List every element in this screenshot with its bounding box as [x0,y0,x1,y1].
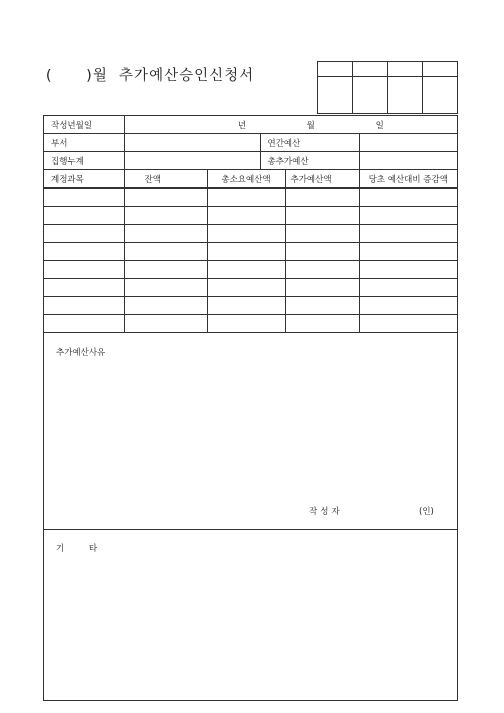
table-cell[interactable] [44,297,124,315]
table-row [44,189,457,207]
table-row [44,225,457,243]
total-add-budget-field[interactable] [359,152,457,170]
approval-header-cell [318,62,353,77]
table-cell[interactable] [285,315,359,333]
col-balance: 잔액 [124,170,207,188]
table-cell[interactable] [207,261,285,279]
etc-section[interactable] [44,529,457,701]
table-cell[interactable] [207,279,285,297]
col-account: 계정과목 [44,170,124,188]
table-cell[interactable] [285,297,359,315]
exec-total-field[interactable] [124,152,260,170]
table-cell[interactable] [285,225,359,243]
author-label: 작성자 [309,507,343,517]
table-cell[interactable] [124,279,207,297]
col-add-budget: 추가예산액 [285,170,359,188]
col-total-required: 총소요예산액 [207,170,285,188]
table-cell[interactable] [44,225,124,243]
table-cell[interactable] [44,315,124,333]
table-cell[interactable] [44,279,124,297]
table-cell[interactable] [124,189,207,207]
date-field[interactable]: 년 월 일 [124,116,457,134]
table-cell[interactable] [124,297,207,315]
table-cell[interactable] [207,315,285,333]
table-cell[interactable] [124,225,207,243]
table-cell[interactable] [207,225,285,243]
date-label: 작성년월일 [44,116,124,134]
exec-total-label: 집행누계 [44,152,124,170]
table-cell[interactable] [207,243,285,261]
table-cell[interactable] [124,315,207,333]
table-row [44,207,457,225]
table-cell[interactable] [207,189,285,207]
table-cell[interactable] [359,315,457,333]
table-cell[interactable] [44,261,124,279]
annual-budget-label: 연간예산 [260,134,359,152]
table-cell[interactable] [359,297,457,315]
table-cell[interactable] [207,297,285,315]
table-cell[interactable] [207,207,285,225]
table-cell[interactable] [285,243,359,261]
table-cell[interactable] [44,243,124,261]
col-variance: 당초 예산대비 증감액 [359,170,457,188]
budget-table [44,116,457,188]
table-cell[interactable] [44,189,124,207]
table-cell[interactable] [124,243,207,261]
table-cell[interactable] [124,207,207,225]
table-cell[interactable] [359,207,457,225]
total-add-budget-label: 총추가예산 [260,152,359,170]
approval-sign-cell[interactable] [423,77,458,114]
table-cell[interactable] [124,261,207,279]
table-row [44,261,457,279]
table-cell[interactable] [359,189,457,207]
etc-label: 기 타 [56,544,98,554]
table-cell[interactable] [285,207,359,225]
reason-label: 추가예산사유 [56,348,106,358]
table-cell[interactable] [359,261,457,279]
table-cell[interactable] [359,225,457,243]
table-cell[interactable] [285,279,359,297]
approval-header-cell [353,62,388,77]
line-items [44,188,457,333]
reason-section[interactable] [44,332,457,530]
dept-label: 부서 [44,134,124,152]
table-row [44,315,457,333]
approval-sign-cell[interactable] [318,77,353,114]
table-row [44,243,457,261]
table-cell[interactable] [285,261,359,279]
table-row [44,297,457,315]
approval-header-cell [388,62,423,77]
table-cell[interactable] [44,207,124,225]
seal-mark[interactable]: (인) [419,507,434,517]
form-title: ( )월 추가예산승인신청서 [45,68,255,84]
table-row [44,279,457,297]
request-form [43,115,458,701]
table-cell[interactable] [285,189,359,207]
approval-sign-cell[interactable] [388,77,423,114]
dept-field[interactable] [124,134,260,152]
table-cell[interactable] [359,279,457,297]
approval-sign-cell[interactable] [353,77,388,114]
approval-box [317,61,458,114]
table-cell[interactable] [359,243,457,261]
approval-header-cell [423,62,458,77]
annual-budget-field[interactable] [359,134,457,152]
